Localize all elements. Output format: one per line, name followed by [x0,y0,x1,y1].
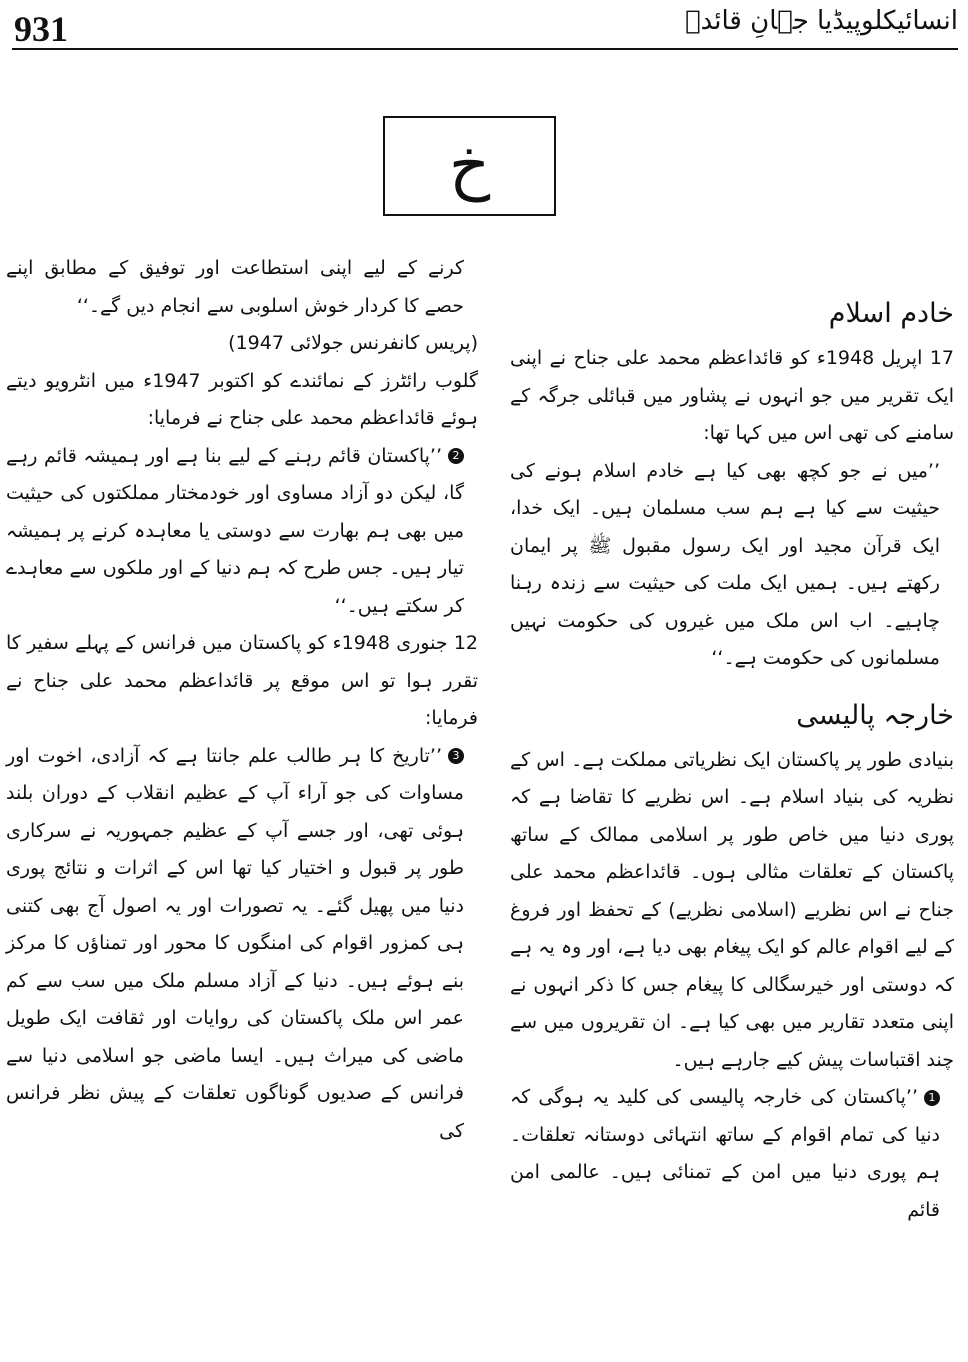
header-rule [12,48,958,50]
quote-text-2: ’’پاکستان کی خارجہ پالیسی کی کلید یہ ہوگی کہ دنیا کی تمام اقوام کے ساتھ انتہائی دوستانہ تعلقات۔ ہم پوری دنیا میں امن کے تمنائی ہیں۔ عالمی امن قائم [510,1086,940,1221]
running-title: انسائیکلوپیڈیا جہانِ قائدؒ [685,6,958,36]
quote-continuation: کرنے کے لیے اپنی استطاعت اور توفیق کے مطابق اپنے حصے کا کردار خوش اسلوبی سے انجام دیں گے۔‘‘ [6,257,464,317]
bullet-number-2: 2 [448,448,464,464]
intro-paragraph-4: 12 جنوری 1948ء کو پاکستان میں فرانس کے پہلے سفیر کا تقرر ہوا تو اس موقع پر قائداعظم محمد علی جناح نے فرمایا: [6,632,478,729]
right-column [510,288,954,1229]
page-number: 931 [14,9,68,49]
section-letter-box [383,116,556,216]
intro-paragraph-2: بنیادی طور پر پاکستان ایک نظریاتی مملکت ہے۔ اس کے نظریہ کی بنیاد اسلام ہے۔ اس نظریے کا تقاضا ہے کہ پوری دنیا میں خاص طور پر اسلامی ممالک کے ساتھ پاکستان کے تعلقات مثالی ہوں۔ قائداعظم محمد علی جناح نے اس نظریے (اسلامی نظریے) کے تحفظ اور فروغ کے لیے اقوام عالم کو ایک پیغام بھی دیا ہے، اور وہ یہ ہے کہ دوستی اور خیرسگالی کا پیغام جس کا ذکر انہوں نے اپنی متعدد تقاریر میں بھی کیا ہے۔ ان تقریروں میں سے چند اقتباسات پیش کیے جارہے ہیں۔ [510,748,954,1071]
quote-paragraph-1: ’’میں نے جو کچھ بھی کیا ہے خادم اسلام ہونے کی حیثیت سے کیا ہے ہم سب مسلمان ہیں۔ ایک خدا، ایک قرآن مجید اور ایک رسول مقبول ﷺ پر ایمان رکھتے ہیں۔ ہمیں ایک ملت کی حیثیت سے زندہ رہنا چاہیے۔ اب اس ملک میں غیروں کی حکومت نہیں مسلمانوں کی حکومت ہے۔‘‘ [510,459,940,669]
quote-paragraph-2 [510,1079,954,1229]
citation: (پریس کانفرنس جولائی 1947) [228,332,478,354]
quote-paragraph-3 [6,438,478,626]
intro-paragraph-1: 17 اپریل 1948ء کو قائداعظم محمد علی جناح نے اپنی ایک تقریر میں جو انہوں نے پشاور میں قبائلی جرگہ کے سامنے کی تھی اس میں کہا تھا: [510,347,954,444]
section-letter: خ [448,129,491,203]
quote-text-4: ’’تاریخ کا ہر طالب علم جانتا ہے کہ آزادی، اخوت اور مساوات کی جو آراء آپ کے عظیم انقلاب کے دوران بلند ہوئی تھی، اور جسے آپ کے عظیم جمہوریہ نے سرکاری طور پر قبول و اختیار کیا تھا اس کے اثرات و نتائج پوری دنیا میں پھیل گئے۔ یہ تصورات اور یہ اصول آج بھی کتنی ہی کمزور اقوام کی امنگوں کا محور اور تمناؤں کا مرکز بنے ہوئے ہیں۔ دنیا کے آزاد مسلم ملک میں سب سے کم عمر اس ملک پاکستان کی روایات اور ثقافت ایک طویل ماضی کی میراث ہیں۔ ایسا ماضی جو اسلامی دنیا سے فرانس کے صدیوں گوناگوں تعلقات کے پیش نظر فرانس کی [6,744,464,1142]
quote-text-3: ’’پاکستان قائم رہنے کے لیے بنا ہے اور ہمیشہ قائم رہے گا، لیکن دو آزاد مساوی اور خودمختار مملکتوں کی حیثیت میں بھی ہم بھارت سے دوستی یا معاہدہ کرنے پر ہمیشہ تیار ہیں۔ جس طرح کہ ہم دنیا کے اور ملکوں سے معاہدے کر سکتے ہیں۔‘‘ [6,444,464,617]
left-column [6,250,478,1150]
heading-foreign-policy: خارجہ پالیسی [796,699,954,731]
bullet-number-1: 1 [924,1090,940,1106]
bullet-number-3: 3 [448,748,464,764]
heading-khadim-islam: خادم اسلام [828,298,954,329]
quote-paragraph-4 [6,738,478,1151]
intro-paragraph-3: گلوب رائٹرز کے نمائندے کو اکتوبر 1947ء میں انٹرویو دیتے ہوئے قائداعظم محمد علی جناح نے فرمایا: [6,369,478,429]
